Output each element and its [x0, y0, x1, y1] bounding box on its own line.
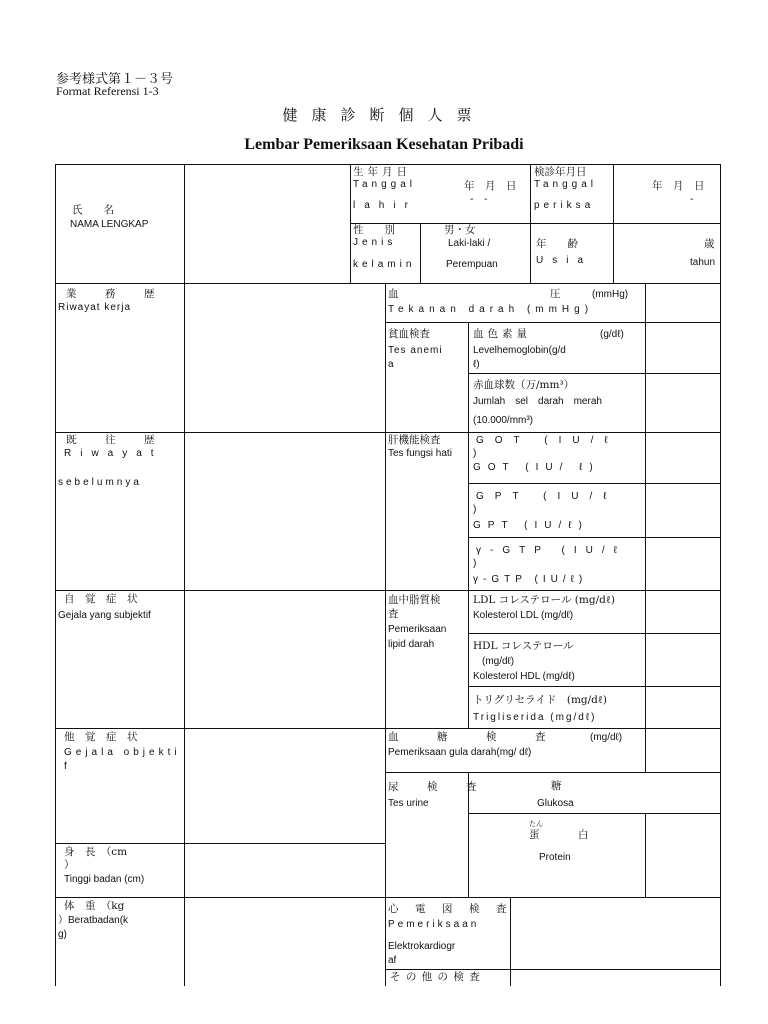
blood-sugar-unit: (mg/dℓ) [590, 732, 623, 743]
got-label-c: GOT (IU/ ℓ) [473, 462, 600, 473]
ldl-field[interactable] [647, 592, 719, 632]
got-label-a: GOT (IU/ℓ [476, 435, 619, 446]
bp-label-id: Tekanan darah (mmHg) [388, 304, 594, 315]
exam-label-id1: Tanggal [534, 179, 598, 190]
protein-label-id: Protein [539, 852, 571, 863]
dob-label-id2: lahir [353, 200, 417, 211]
dob-ymd: 年 月 日 [464, 180, 517, 192]
glucose-label-jp: 糖 [551, 780, 562, 792]
work-history-field[interactable] [186, 285, 384, 431]
rbc-label-id1: Jumlah sel darah merah [473, 396, 602, 407]
glucose-label-id: Glukosa [537, 798, 574, 809]
weight-field[interactable] [186, 899, 384, 985]
hemoglobin-unit: (g/dℓ) [600, 329, 624, 340]
liver-label-jp: 肝機能検査 [388, 434, 441, 446]
ggtp-label-a: γ-GTP (IU/ℓ [476, 545, 626, 556]
rbc-field[interactable] [647, 375, 719, 431]
ecg-label-jp: 心 電 図 検 査 [388, 903, 510, 915]
other-tests-field[interactable] [512, 971, 719, 985]
subjective-label-id: Gejala yang subjektif [58, 610, 151, 621]
rbc-label-id2: (10.000/mm³) [473, 415, 534, 426]
lipid-label-jp1: 血中脂質検 [388, 594, 441, 606]
weight-label-id2: g) [58, 929, 67, 940]
gpt-label-a: GPT (IU/ℓ [476, 491, 618, 502]
past-history-field[interactable] [186, 434, 384, 589]
past-history-label-id2: sebelumnya [58, 477, 142, 488]
triglyceride-field[interactable] [647, 688, 719, 727]
lipid-label-id2: lipid darah [388, 639, 435, 650]
ggtp-field[interactable] [647, 539, 719, 589]
dob-label-id1: Tanggal [353, 179, 417, 190]
dob-field[interactable] [422, 166, 529, 222]
name-label-id: NAMA LENGKAP [70, 219, 149, 230]
hemoglobin-field[interactable] [647, 324, 719, 372]
blood-sugar-label-jp: 血 糖 検 査 [388, 731, 560, 743]
title-jp: 健康診断個人票 [282, 106, 486, 124]
sex-options-id2: Perempuan [446, 259, 498, 270]
ldl-label-jp: LDL コレステロール (mg/dℓ) [473, 594, 615, 606]
hdl-field[interactable] [647, 635, 719, 685]
height-label-id: Tinggi badan (cm) [64, 874, 145, 885]
ecg-label-id2: Elektrokardiogr [388, 941, 456, 952]
sex-field[interactable] [422, 225, 529, 282]
height-label-jp: 身 長 （cm [64, 846, 128, 858]
weight-label-id1: ）Beratbadan(k [58, 915, 129, 926]
exam-ymd: 年 月 日 [652, 180, 705, 192]
objective-label-id1: Gejala objekti [64, 747, 181, 758]
triglyceride-label-jp: トリグリセライド (mg/dℓ) [473, 694, 608, 706]
lipid-label-jp2: 査 [388, 608, 399, 620]
dob-label-jp: 生年月日 [353, 166, 411, 178]
gpt-label-b: ) [473, 504, 477, 515]
age-field[interactable] [615, 225, 719, 282]
anemia-label-id1: Tes anemi [388, 345, 443, 356]
past-history-label-jp: 既 往 歴 [66, 434, 164, 446]
ggtp-label-c: γ-GTP (IU/ℓ) [473, 574, 588, 585]
other-tests-label-jp: そ の 他 の 検 査 [390, 971, 481, 983]
hemoglobin-label-jp: 血色素量 [473, 328, 531, 340]
subjective-label-jp: 自 覚 症 状 [64, 593, 138, 605]
ecg-label-id1: Pemeriksaan [388, 919, 480, 930]
dob-dash: - - [470, 193, 488, 205]
exam-label-id2: periksa [534, 200, 595, 211]
bp-unit: (mmHg) [592, 289, 629, 300]
rbc-label-jp: 赤血球数（万/mm³） [473, 379, 575, 391]
blood-sugar-field[interactable] [647, 730, 719, 771]
age-unit-jp: 歳 [704, 238, 715, 250]
subjective-field[interactable] [186, 592, 384, 727]
age-label-jp: 年 齢 [536, 238, 578, 250]
height-label-close: ） [64, 859, 75, 871]
hdl-label-jp: HDL コレステロール [473, 640, 574, 652]
lipid-label-id1: Pemeriksaan [388, 624, 447, 635]
sex-label-jp: 性 別 [353, 224, 395, 236]
exam-label-jp: 検診年月日 [534, 166, 587, 178]
protein-field[interactable] [647, 815, 719, 896]
urine-label-jp: 尿 検 査 [388, 781, 486, 793]
bp-label-jp: 血 圧 [388, 288, 591, 300]
work-history-label-jp: 業 務 歴 [66, 288, 164, 300]
title-id: Lembar Pemeriksaan Kesehatan Pribadi [244, 136, 524, 153]
ecg-field[interactable] [512, 899, 719, 968]
sex-label-id1: Jenis [353, 237, 397, 248]
exam-dash: - [690, 193, 694, 205]
bp-field[interactable] [647, 285, 719, 321]
objective-label-jp: 他 覚 症 状 [64, 731, 138, 743]
name-label-jp: 氏 名 [72, 204, 114, 216]
name-field[interactable] [186, 166, 349, 282]
gpt-field[interactable] [647, 485, 719, 536]
got-label-b: ) [473, 448, 477, 459]
weight-label-jp: 体 重 （kg [64, 900, 125, 912]
hemoglobin-label-id1: Levelhemoglobin(g/d [473, 345, 566, 356]
anemia-label-id2: a [388, 359, 394, 370]
liver-label-id: Tes fungsi hati [388, 448, 452, 459]
ecg-label-id3: af [388, 955, 397, 966]
hdl-unit: (mg/dℓ) [482, 656, 515, 667]
past-history-label-id1: Riwayat [64, 448, 163, 459]
ggtp-label-b: ) [473, 558, 477, 569]
ldl-label-id: Kolesterol LDL (mg/dℓ) [473, 610, 574, 621]
height-field[interactable] [186, 845, 384, 896]
triglyceride-label-id: Trigliserida (mg/dℓ) [473, 712, 597, 723]
form-code-jp: 参考様式第１－３号 [56, 72, 174, 87]
age-unit-id: tahun [690, 257, 716, 268]
form-code-id: Format Referensi 1-3 [56, 84, 159, 98]
hemoglobin-label-id2: ℓ) [473, 359, 480, 370]
glucose-field[interactable] [647, 774, 719, 812]
blood-sugar-label-id: Pemeriksaan gula darah(mg/ dℓ) [388, 747, 532, 758]
protein-ruby: たん [529, 820, 543, 828]
gpt-label-c: GPT (IU/ℓ) [473, 520, 589, 531]
urine-label-id: Tes urine [388, 798, 429, 809]
protein-label-jp: 蛋 白 [529, 829, 603, 841]
work-history-label-id: Riwayat kerja [58, 302, 132, 313]
age-label-id: Usia [536, 255, 593, 266]
anemia-label-jp: 貧血検査 [388, 328, 430, 340]
sex-label-id2: kelamin [353, 259, 416, 270]
exam-date-field[interactable] [615, 166, 719, 222]
objective-label-id2: f [64, 761, 67, 772]
hdl-label-id: Kolesterol HDL (mg/dℓ) [473, 671, 575, 682]
objective-field[interactable] [186, 730, 384, 842]
got-field[interactable] [647, 434, 719, 482]
sex-options-jp: 男・女 [444, 224, 476, 236]
sex-options-id1: Laki-laki / [448, 238, 491, 249]
